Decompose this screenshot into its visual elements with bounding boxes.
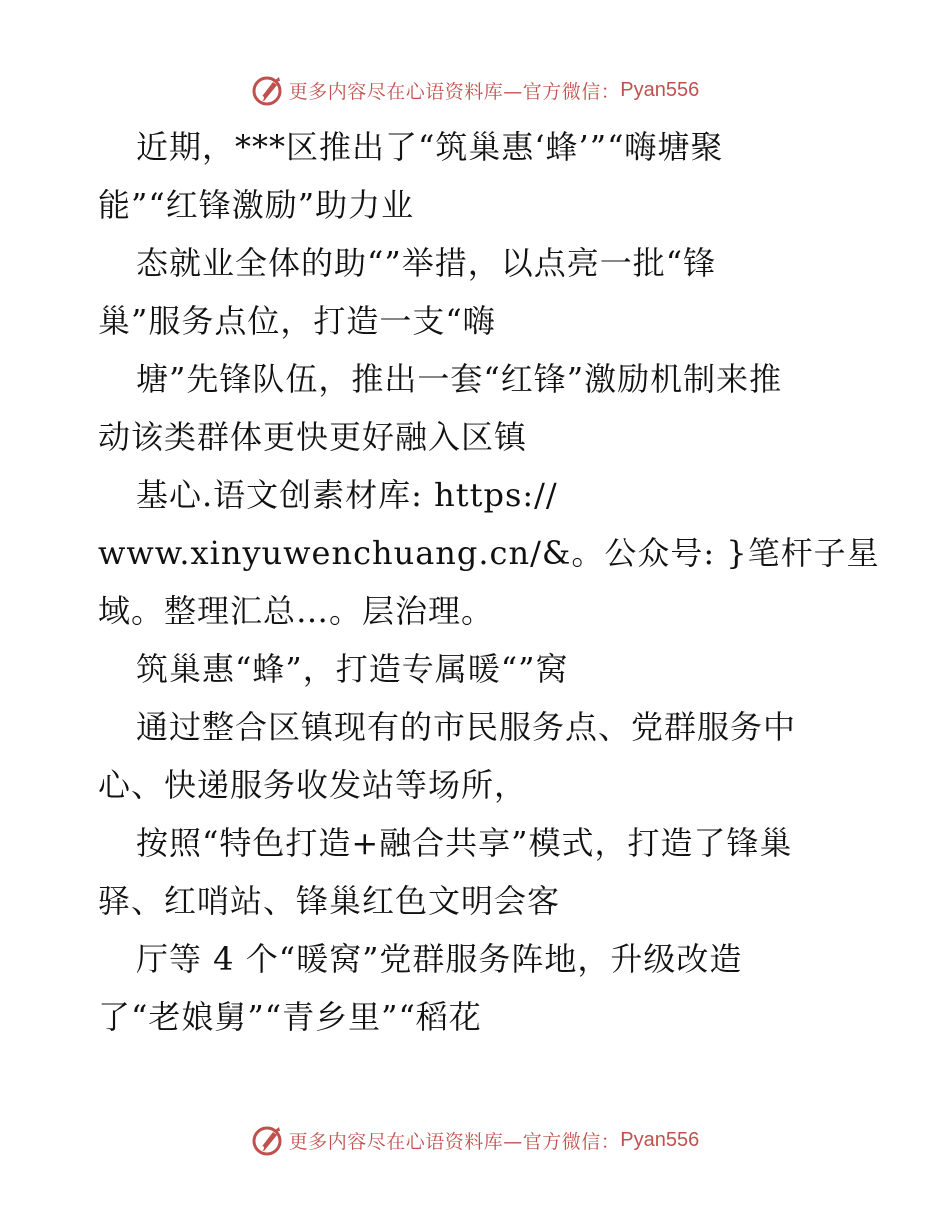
body-line: 塘”先锋队伍，推出一套“红锋”激励机制来推 bbox=[136, 360, 783, 398]
body-line: 了“老娘舅”“青乡里”“稻花 bbox=[98, 998, 482, 1036]
body-line: 驿、红哨站、锋巢红色文明会客 bbox=[98, 882, 561, 920]
header-banner bbox=[0, 70, 950, 110]
body-line: 基心.语文创素材库: https:// bbox=[136, 476, 558, 514]
header-banner-text: 更多内容尽在心语资料库—官方微信： bbox=[288, 80, 621, 103]
body-line: 通过整合区镇现有的市民服务点、党群服务中 bbox=[136, 708, 797, 746]
footer-banner bbox=[0, 1120, 950, 1160]
header-banner-handle: Pyan556 bbox=[620, 78, 700, 101]
body-line: 动该类群体更快更好融入区镇 bbox=[98, 418, 528, 456]
quill-pen-logo-icon bbox=[251, 74, 283, 106]
body-line: 巢”服务点位，打造一支“嗨 bbox=[98, 302, 496, 340]
body-line: 厅等 4 个“暖窝”党群服务阵地，升级改造 bbox=[136, 940, 743, 978]
footer-banner-text: 更多内容尽在心语资料库—官方微信： bbox=[288, 1130, 621, 1153]
body-line: 态就业全体的助“”举措，以点亮一批“锋 bbox=[136, 244, 717, 282]
body-line: 域。整理汇总…。层治理。 bbox=[98, 592, 495, 630]
body-line: 筑巢惠“蜂”，打造专属暖“”窝 bbox=[136, 650, 569, 688]
quill-pen-logo-icon bbox=[251, 1124, 283, 1156]
body-line: 近期，***区推出了“筑巢惠‘蜂’”“嗨塘聚 bbox=[136, 128, 724, 166]
body-line: 能”“红锋激励”助力业 bbox=[98, 186, 415, 224]
body-line: 按照“特色打造+融合共享”模式，打造了锋巢 bbox=[136, 824, 793, 862]
body-line: 心、快递服务收发站等场所， bbox=[98, 766, 528, 804]
footer-banner-handle: Pyan556 bbox=[620, 1128, 700, 1151]
body-line: www.xinyuwenchuang.cn/&。公众号: }笔杆子星 bbox=[98, 534, 880, 572]
document-body bbox=[98, 118, 918, 1046]
